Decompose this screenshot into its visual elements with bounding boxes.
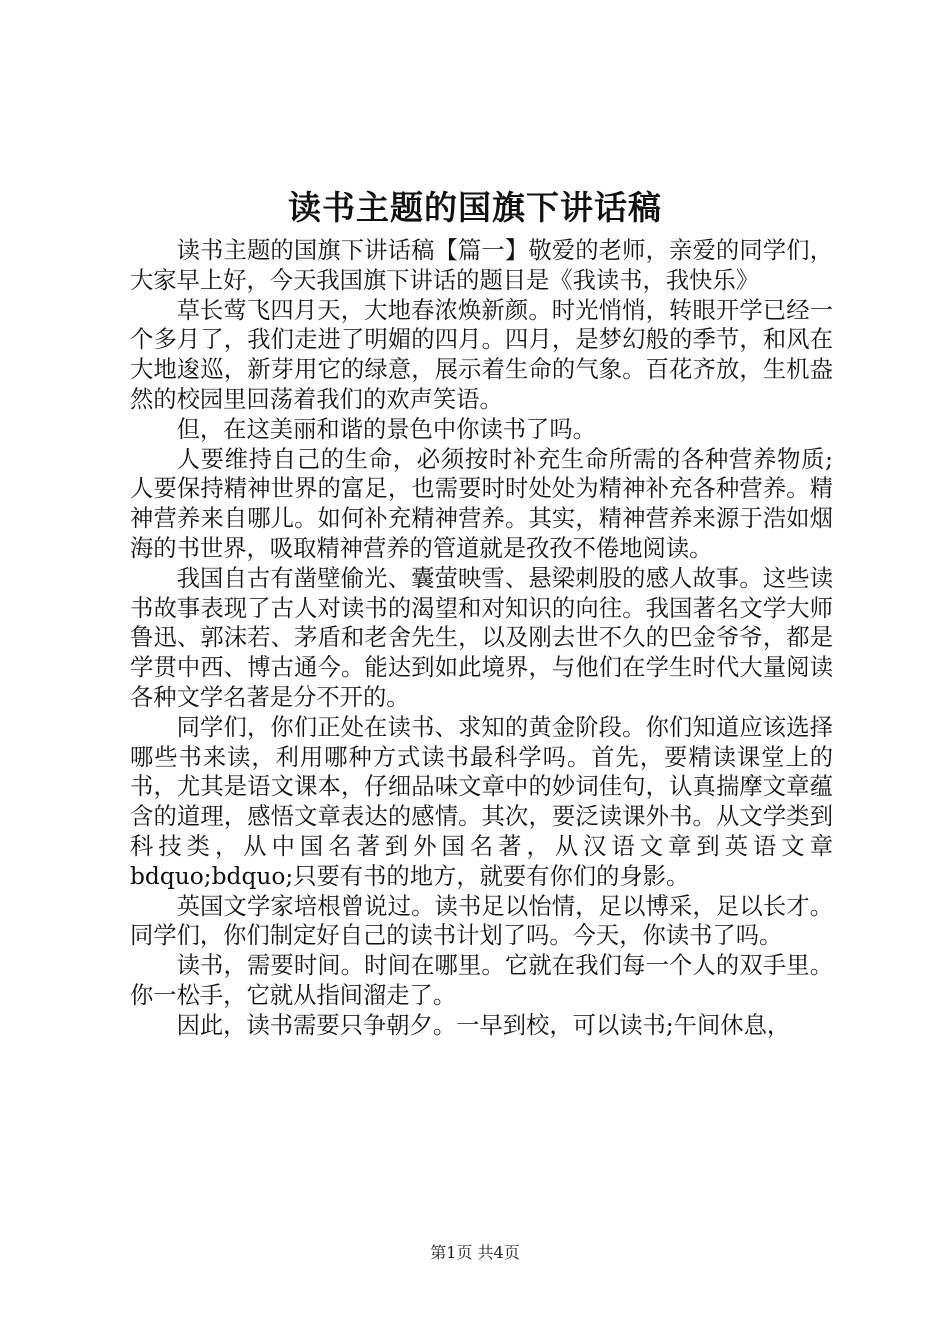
paragraph: 读书主题的国旗下讲话稿【篇一】敬爱的老师，亲爱的同学们，大家早上好，今天我国旗下讲话的题目是《我读书，我快乐》 [130, 237, 833, 294]
paragraph: 人要维持自己的生命，必须按时补充生命所需的各种营养物质;人要保持精神世界的富足，也需要时时处处为精神补充各种营养。精神营养来自哪儿。如何补充精神营养。其实，精神营养来源于浩如烟海的书世界，吸取精神营养的管道就是孜孜不倦地阅读。 [130, 445, 833, 562]
paragraph: 读书，需要时间。时间在哪里。它就在我们每一个人的双手里。你一松手，它就从指间溜走了。 [130, 952, 833, 1009]
paragraph: 英国文学家培根曾说过。读书足以怡情，足以博采，足以长才。同学们，你们制定好自己的读书计划了吗。今天，你读书了吗。 [130, 892, 833, 950]
document-title: 读书主题的国旗下讲话稿 [288, 188, 662, 227]
document-body [130, 236, 833, 1041]
paragraph: 同学们，你们正处在读书、求知的黄金阶段。你们知道应该选择哪些书来读，利用哪种方式读书最科学吗。首先，要精读课堂上的书，尤其是语文课本，仔细品味文章中的妙词佳句，认真揣摩文章蕴含的道理，感悟文章表达的感情。其次，要泛读课外书。从文学类到科技类，从中国名著到外国名著，从汉语文章到英语文章 bdquo;bdquo;只要有书的地方，就要有你们的身影。 [130, 713, 833, 890]
paragraph: 我国自古有凿壁偷光、囊萤映雪、悬梁刺股的感人故事。这些读书故事表现了古人对读书的渴望和对知识的向往。我国著名文学大师鲁迅、郭沫若、茅盾和老舍先生，以及刚去世不久的巴金爷爷，都是学贯中西、博古通今。能达到如此境界，与他们在学生时代大量阅读各种文学名著是分不开的。 [130, 564, 833, 711]
paragraph: 草长莺飞四月天，大地春浓焕新颜。时光悄悄，转眼开学已经一个多月了，我们走进了明媚的四月。四月，是梦幻般的季节，和风在大地逡巡，新芽用它的绿意，展示着生命的气象。百花齐放，生机盎然的校园里回荡着我们的欢声笑语。 [130, 296, 833, 413]
page-footer: 第1页 共4页 [430, 1243, 520, 1262]
paragraph: 因此，读书需要只争朝夕。一早到校，可以读书;午间休息， [176, 1011, 791, 1039]
paragraph: 但，在这美丽和谐的景色中你读书了吗。 [176, 415, 596, 443]
